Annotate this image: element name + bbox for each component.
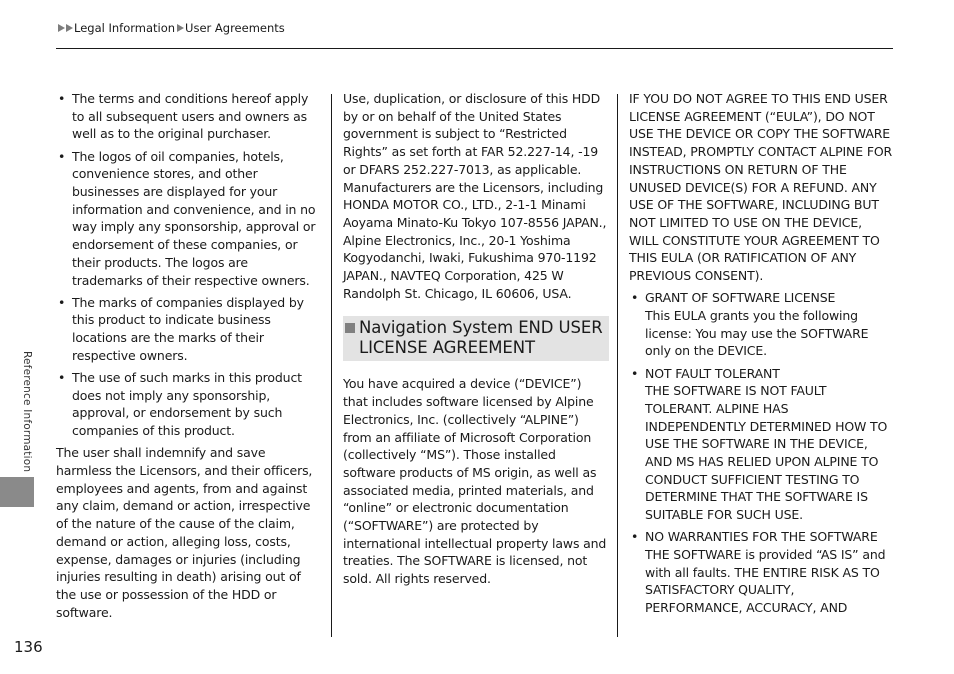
side-section-label: Reference Information — [21, 351, 33, 473]
eula-agreement-paragraph: IF YOU DO NOT AGREE TO THIS END USER LICENSE AGREEMENT (“EULA”), DO NOT USE THE DEVICE OR COPY THE SOFTWARE INSTEAD, PROMPTLY CONTACT ALPINE FOR INSTRUCTIONS ON RETURN OF THE UNUSED DEVICE(S) FOR A REFUND. ANY USE OF THE SOFTWARE, INCLUDING BUT NOT LIMITED TO USE ON THE DEVICE, WILL CONSTITUTE YOUR AGREEMENT TO THIS EULA (OR RATIFICATION OF ANY PREVIOUS CONSENT). — [629, 91, 893, 284]
breadcrumb — [58, 21, 287, 35]
list-item-body: This EULA grants you the following license: You may use the SOFTWARE only on the DEVICE. — [645, 307, 869, 359]
list-item — [629, 289, 893, 360]
column-3 — [629, 90, 893, 621]
breadcrumb-item-legal-information[interactable]: Legal Information — [74, 21, 176, 35]
page-number: 136 — [14, 638, 43, 656]
list-item — [629, 528, 893, 617]
indemnify-paragraph: The user shall indemnify and save harmless the Licensors, and their officers, employees and agents, from and against any claim, demand or action, irrespective of the nature of the cause of the claim, demand or action, alleging loss, costs, expense, damages or injuries (including injuries resulting in death) arising out of the use or possession of the HDD or software. — [56, 445, 313, 620]
list-item: • The logos of oil companies, hotels, convenience stores, and other businesses are displayed for your information and convenience, and in no way imply any sponsorship, approval or endorsement of these companies, or their products. The logos are trademarks of their respective owners. — [56, 148, 320, 290]
section-heading — [343, 316, 609, 361]
column-1 — [56, 90, 320, 626]
bullet-list — [56, 90, 320, 440]
section-heading-text: Navigation System END USER LICENSE AGREEMENT — [359, 318, 603, 358]
breadcrumb-arrow-icon — [58, 24, 65, 32]
bullet-list — [629, 289, 893, 617]
header-rule — [56, 48, 893, 49]
list-item: • The terms and conditions hereof apply to all subsequent users and owners as well as to the original purchaser. — [56, 90, 320, 143]
breadcrumb-arrow-icon — [66, 24, 73, 32]
column-divider — [331, 94, 332, 637]
list-item-title: • GRANT OF SOFTWARE LICENSE — [645, 290, 836, 306]
list-item — [629, 365, 893, 524]
eula-intro-paragraph: You have acquired a device (“DEVICE”) that includes software licensed by Alpine Electronics, Inc. (collectively “ALPINE”) from an affiliate of Microsoft Corporation (collectively “MS”). Those installed software products of MS origin, as well as associated media, printed materials, and “online” or electronic documentation (“SOFTWARE”) are protected by international intellectual property laws and treaties. The SOFTWARE is licensed, not sold. All rights reserved. — [343, 376, 607, 587]
column-2 — [343, 90, 609, 592]
list-item: • The use of such marks in this product does not imply any sponsorship, approval, or endorsement by such companies of this product. — [56, 369, 320, 440]
heading-square-icon — [345, 323, 355, 333]
section-tab — [0, 477, 34, 507]
column-divider — [617, 94, 618, 637]
list-item-title: • NOT FAULT TOLERANT — [645, 365, 780, 381]
breadcrumb-item-user-agreements[interactable]: User Agreements — [185, 21, 285, 35]
list-item-title: • NO WARRANTIES FOR THE SOFTWARE — [645, 529, 878, 545]
list-item: • The marks of companies displayed by this product to indicate business locations are the marks of their respective owners. — [56, 294, 320, 365]
breadcrumb-arrow-icon — [177, 24, 184, 32]
list-item-body: THE SOFTWARE is provided “AS IS” and with all faults. THE ENTIRE RISK AS TO SATISFACTORY QUALITY, PERFORMANCE, ACCURACY, AND — [645, 547, 886, 616]
restricted-rights-paragraph: Use, duplication, or disclosure of this HDD by or on behalf of the United States government is subject to “Restricted Rights” as set forth at FAR 52.227-14, -19 or DFARS 252.227-7013, as applicable. Manufacturers are the Licensors, including HONDA MOTOR CO., LTD., 2-1-1 Minami Aoyama Minato-Ku Tokyo 107-8556 JAPAN., Alpine Electronics, Inc., 20-1 Yoshima Kogyodanchi, Iwaki, Fukushima 970-1192 JAPAN., NAVTEQ Corporation, 425 W Randolph St. Chicago, IL 60606, USA. — [343, 91, 607, 301]
list-item-body: THE SOFTWARE IS NOT FAULT TOLERANT. ALPINE HAS INDEPENDENTLY DETERMINED HOW TO USE THE SOFTWARE IN THE DEVICE, AND MS HAS RELIED UPON ALPINE TO CONDUCT SUFFICIENT TESTING TO DETERMINE THAT THE SOFTWARE IS SUITABLE FOR SUCH USE. — [645, 383, 888, 523]
